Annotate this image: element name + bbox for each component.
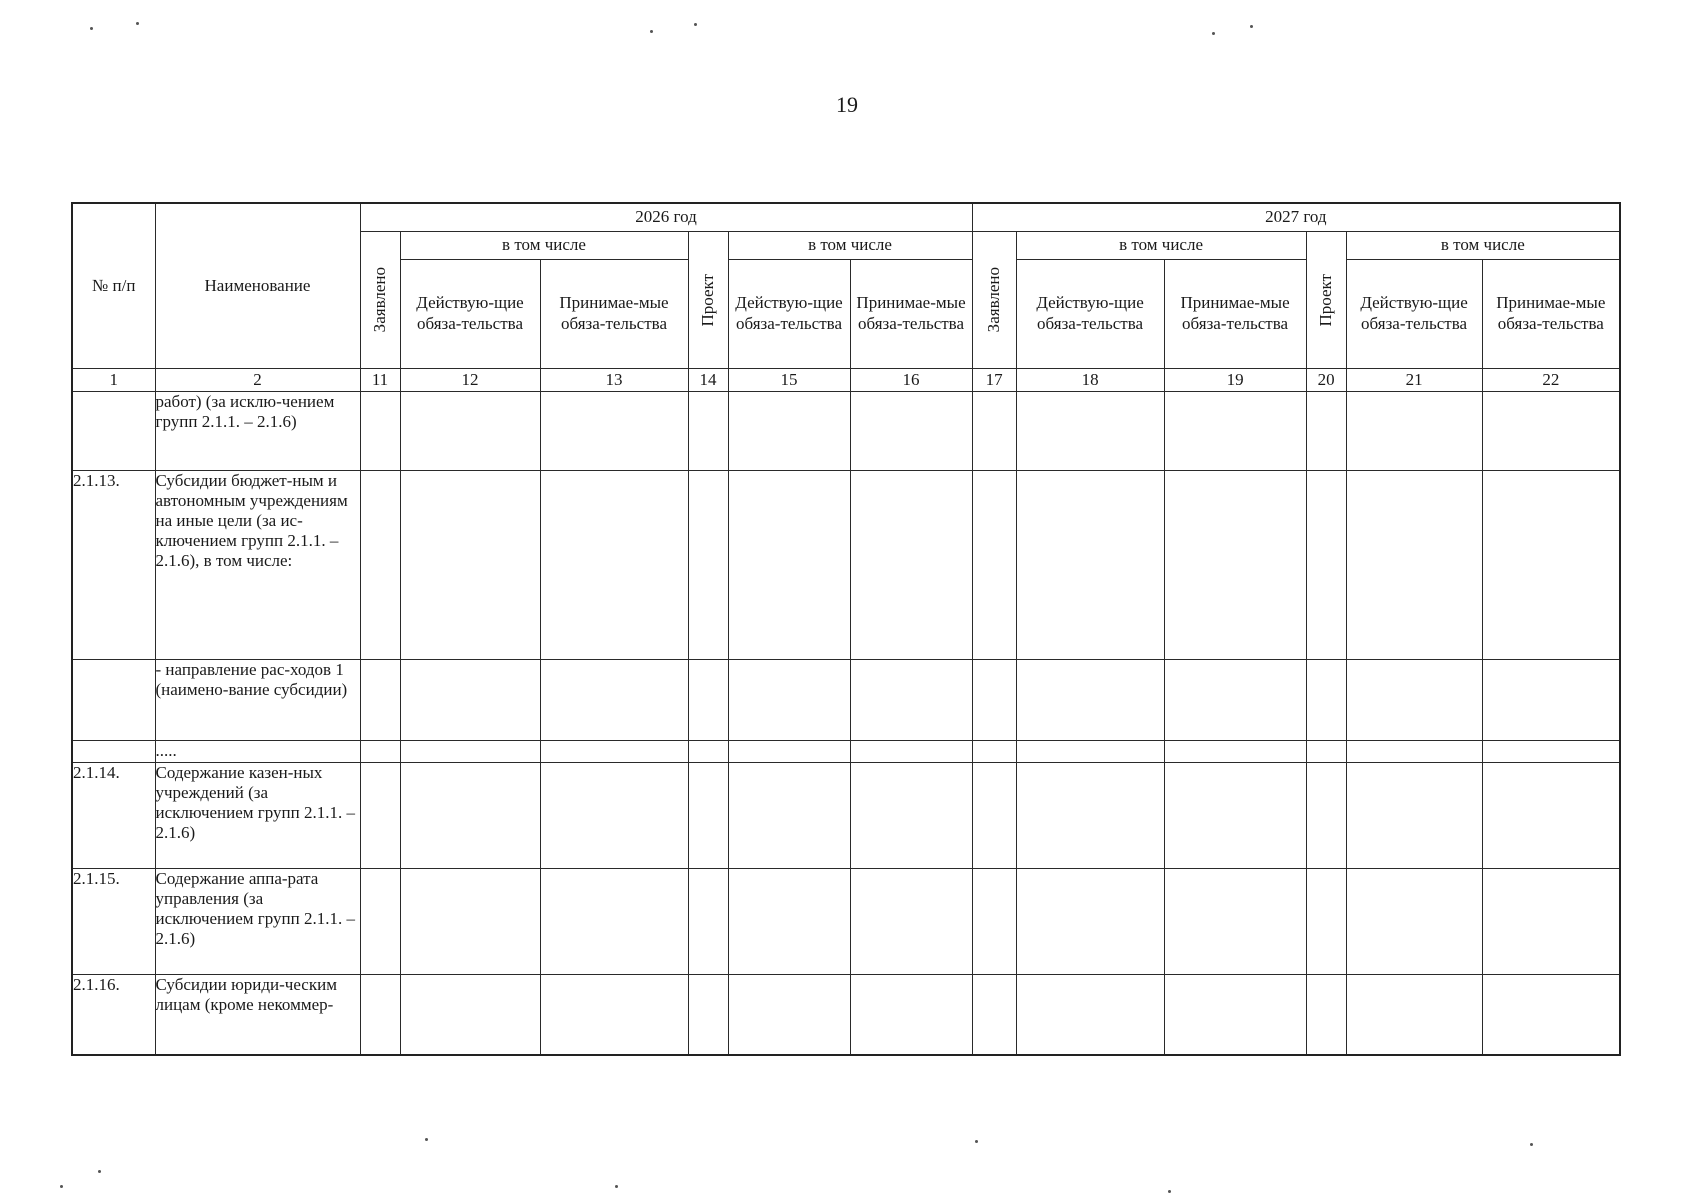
- column-number-row: [72, 368, 1620, 391]
- value-cell: [728, 868, 850, 974]
- row-number: [72, 392, 155, 471]
- value-cell: [1482, 740, 1620, 762]
- value-cell: [1306, 392, 1346, 471]
- col-header-deistvuyushchie-2: Действую-щие обяза-тельства: [728, 259, 850, 368]
- value-cell: [1164, 868, 1306, 974]
- value-cell: [1346, 763, 1482, 869]
- col-header-proekt-2027: Проект: [1306, 231, 1346, 368]
- table-body: [72, 392, 1620, 1055]
- value-cell: [728, 763, 850, 869]
- row-name: .....: [155, 740, 360, 762]
- value-cell: [850, 763, 972, 869]
- value-cell: [1164, 974, 1306, 1055]
- value-cell: [688, 660, 728, 741]
- value-cell: [1306, 740, 1346, 762]
- value-cell: [972, 868, 1016, 974]
- value-cell: [1306, 470, 1346, 660]
- value-cell: [540, 392, 688, 471]
- value-cell: [360, 763, 400, 869]
- table-row: [72, 660, 1620, 741]
- value-cell: [1164, 763, 1306, 869]
- value-cell: [540, 763, 688, 869]
- value-cell: [1016, 660, 1164, 741]
- scan-speck: [1530, 1143, 1533, 1146]
- value-cell: [1346, 392, 1482, 471]
- value-cell: [400, 974, 540, 1055]
- column-number: 18: [1016, 368, 1164, 391]
- value-cell: [1482, 392, 1620, 471]
- column-number: 22: [1482, 368, 1620, 391]
- value-cell: [1016, 392, 1164, 471]
- row-number: 2.1.15.: [72, 868, 155, 974]
- row-name: Субсидии бюджет-ным и автономным учреждениям на иные цели (за ис-ключением групп 2.1.1. – 2.1.6), в том числе:: [155, 470, 360, 660]
- value-cell: [1482, 470, 1620, 660]
- value-cell: [850, 392, 972, 471]
- col-header-year-2027: 2027 год: [972, 203, 1620, 231]
- col-header-prinimaemye-1: Принимае-мые обяза-тельства: [540, 259, 688, 368]
- col-header-num: № п/п: [72, 203, 155, 368]
- value-cell: [1164, 392, 1306, 471]
- value-cell: [688, 470, 728, 660]
- column-number: 12: [400, 368, 540, 391]
- column-number: 20: [1306, 368, 1346, 391]
- value-cell: [1164, 470, 1306, 660]
- value-cell: [540, 660, 688, 741]
- value-cell: [360, 974, 400, 1055]
- value-cell: [1346, 868, 1482, 974]
- table-row: [72, 868, 1620, 974]
- row-number: [72, 740, 155, 762]
- column-number: 13: [540, 368, 688, 391]
- value-cell: [1346, 974, 1482, 1055]
- value-cell: [540, 868, 688, 974]
- col-header-deistvuyushchie-4: Действую-щие обяза-тельства: [1346, 259, 1482, 368]
- value-cell: [400, 763, 540, 869]
- table-row: [72, 763, 1620, 869]
- value-cell: [850, 660, 972, 741]
- value-cell: [688, 868, 728, 974]
- scan-speck: [1212, 32, 1215, 35]
- value-cell: [850, 470, 972, 660]
- scan-speck: [650, 30, 653, 33]
- value-cell: [728, 660, 850, 741]
- value-cell: [360, 392, 400, 471]
- value-cell: [360, 470, 400, 660]
- col-header-v-tom-chisle-2026a: в том числе: [400, 231, 688, 259]
- col-header-prinimaemye-2: Принимае-мые обяза-тельства: [850, 259, 972, 368]
- row-name: - направление рас-ходов 1 (наимено-вание субсидии): [155, 660, 360, 741]
- value-cell: [688, 763, 728, 869]
- scan-speck: [136, 22, 139, 25]
- row-number: 2.1.13.: [72, 470, 155, 660]
- column-number: 1: [72, 368, 155, 391]
- row-name: работ) (за исклю-чением групп 2.1.1. – 2.1.6): [155, 392, 360, 471]
- value-cell: [728, 974, 850, 1055]
- value-cell: [540, 974, 688, 1055]
- scan-speck: [60, 1185, 63, 1188]
- row-number: 2.1.16.: [72, 974, 155, 1055]
- value-cell: [850, 740, 972, 762]
- value-cell: [688, 974, 728, 1055]
- col-header-prinimaemye-4: Принимае-мые обяза-тельства: [1482, 259, 1620, 368]
- page-number: 19: [836, 92, 858, 117]
- value-cell: [1016, 868, 1164, 974]
- value-cell: [972, 763, 1016, 869]
- row-name: Содержание казен-ных учреждений (за исключением групп 2.1.1. – 2.1.6): [155, 763, 360, 869]
- col-header-deistvuyushchie-3: Действую-щие обяза-тельства: [1016, 259, 1164, 368]
- col-header-v-tom-chisle-2027a: в том числе: [1016, 231, 1306, 259]
- value-cell: [1164, 660, 1306, 741]
- value-cell: [972, 392, 1016, 471]
- table-row: [72, 740, 1620, 762]
- column-number: 19: [1164, 368, 1306, 391]
- col-header-proekt-2026: Проект: [688, 231, 728, 368]
- column-number: 15: [728, 368, 850, 391]
- value-cell: [400, 392, 540, 471]
- value-cell: [1164, 740, 1306, 762]
- column-number: 11: [360, 368, 400, 391]
- value-cell: [360, 740, 400, 762]
- value-cell: [400, 660, 540, 741]
- value-cell: [850, 868, 972, 974]
- column-number: 21: [1346, 368, 1482, 391]
- column-number: 2: [155, 368, 360, 391]
- value-cell: [1482, 660, 1620, 741]
- value-cell: [728, 470, 850, 660]
- value-cell: [1016, 470, 1164, 660]
- value-cell: [1482, 974, 1620, 1055]
- value-cell: [360, 868, 400, 974]
- value-cell: [1482, 763, 1620, 869]
- scan-speck: [975, 1140, 978, 1143]
- value-cell: [1306, 974, 1346, 1055]
- col-header-prinimaemye-3: Принимае-мые обяза-тельства: [1164, 259, 1306, 368]
- col-header-year-2026: 2026 год: [360, 203, 972, 231]
- value-cell: [688, 740, 728, 762]
- scan-speck: [90, 27, 93, 30]
- value-cell: [728, 740, 850, 762]
- column-number: 14: [688, 368, 728, 391]
- col-header-v-tom-chisle-2027b: в том числе: [1346, 231, 1620, 259]
- row-name: Содержание аппа-рата управления (за исключением групп 2.1.1. – 2.1.6): [155, 868, 360, 974]
- value-cell: [1346, 660, 1482, 741]
- col-header-zayavleno-2026: Заявлено: [360, 231, 400, 368]
- value-cell: [400, 740, 540, 762]
- value-cell: [540, 740, 688, 762]
- column-number: 16: [850, 368, 972, 391]
- value-cell: [1346, 470, 1482, 660]
- value-cell: [1016, 763, 1164, 869]
- value-cell: [1346, 740, 1482, 762]
- scan-speck: [1168, 1190, 1171, 1193]
- scan-speck: [694, 23, 697, 26]
- col-header-v-tom-chisle-2026b: в том числе: [728, 231, 972, 259]
- scan-speck: [1250, 25, 1253, 28]
- value-cell: [1482, 868, 1620, 974]
- value-cell: [972, 660, 1016, 741]
- header-row-years: [72, 203, 1620, 231]
- scan-speck: [98, 1170, 101, 1173]
- value-cell: [1306, 660, 1346, 741]
- row-number: 2.1.14.: [72, 763, 155, 869]
- table-row: [72, 392, 1620, 471]
- row-number: [72, 660, 155, 741]
- value-cell: [1306, 868, 1346, 974]
- scan-speck: [615, 1185, 618, 1188]
- budget-table: [71, 202, 1621, 1056]
- col-header-name: Наименование: [155, 203, 360, 368]
- value-cell: [360, 660, 400, 741]
- value-cell: [540, 470, 688, 660]
- value-cell: [400, 470, 540, 660]
- value-cell: [972, 470, 1016, 660]
- value-cell: [1016, 740, 1164, 762]
- value-cell: [728, 392, 850, 471]
- column-number: 17: [972, 368, 1016, 391]
- value-cell: [972, 974, 1016, 1055]
- table-row: [72, 974, 1620, 1055]
- table-row: [72, 470, 1620, 660]
- scan-speck: [425, 1138, 428, 1141]
- value-cell: [1016, 974, 1164, 1055]
- row-name: Субсидии юриди-ческим лицам (кроме некоммер-: [155, 974, 360, 1055]
- col-header-zayavleno-2027: Заявлено: [972, 231, 1016, 368]
- value-cell: [688, 392, 728, 471]
- value-cell: [400, 868, 540, 974]
- value-cell: [972, 740, 1016, 762]
- col-header-deistvuyushchie-1: Действую-щие обяза-тельства: [400, 259, 540, 368]
- value-cell: [1306, 763, 1346, 869]
- value-cell: [850, 974, 972, 1055]
